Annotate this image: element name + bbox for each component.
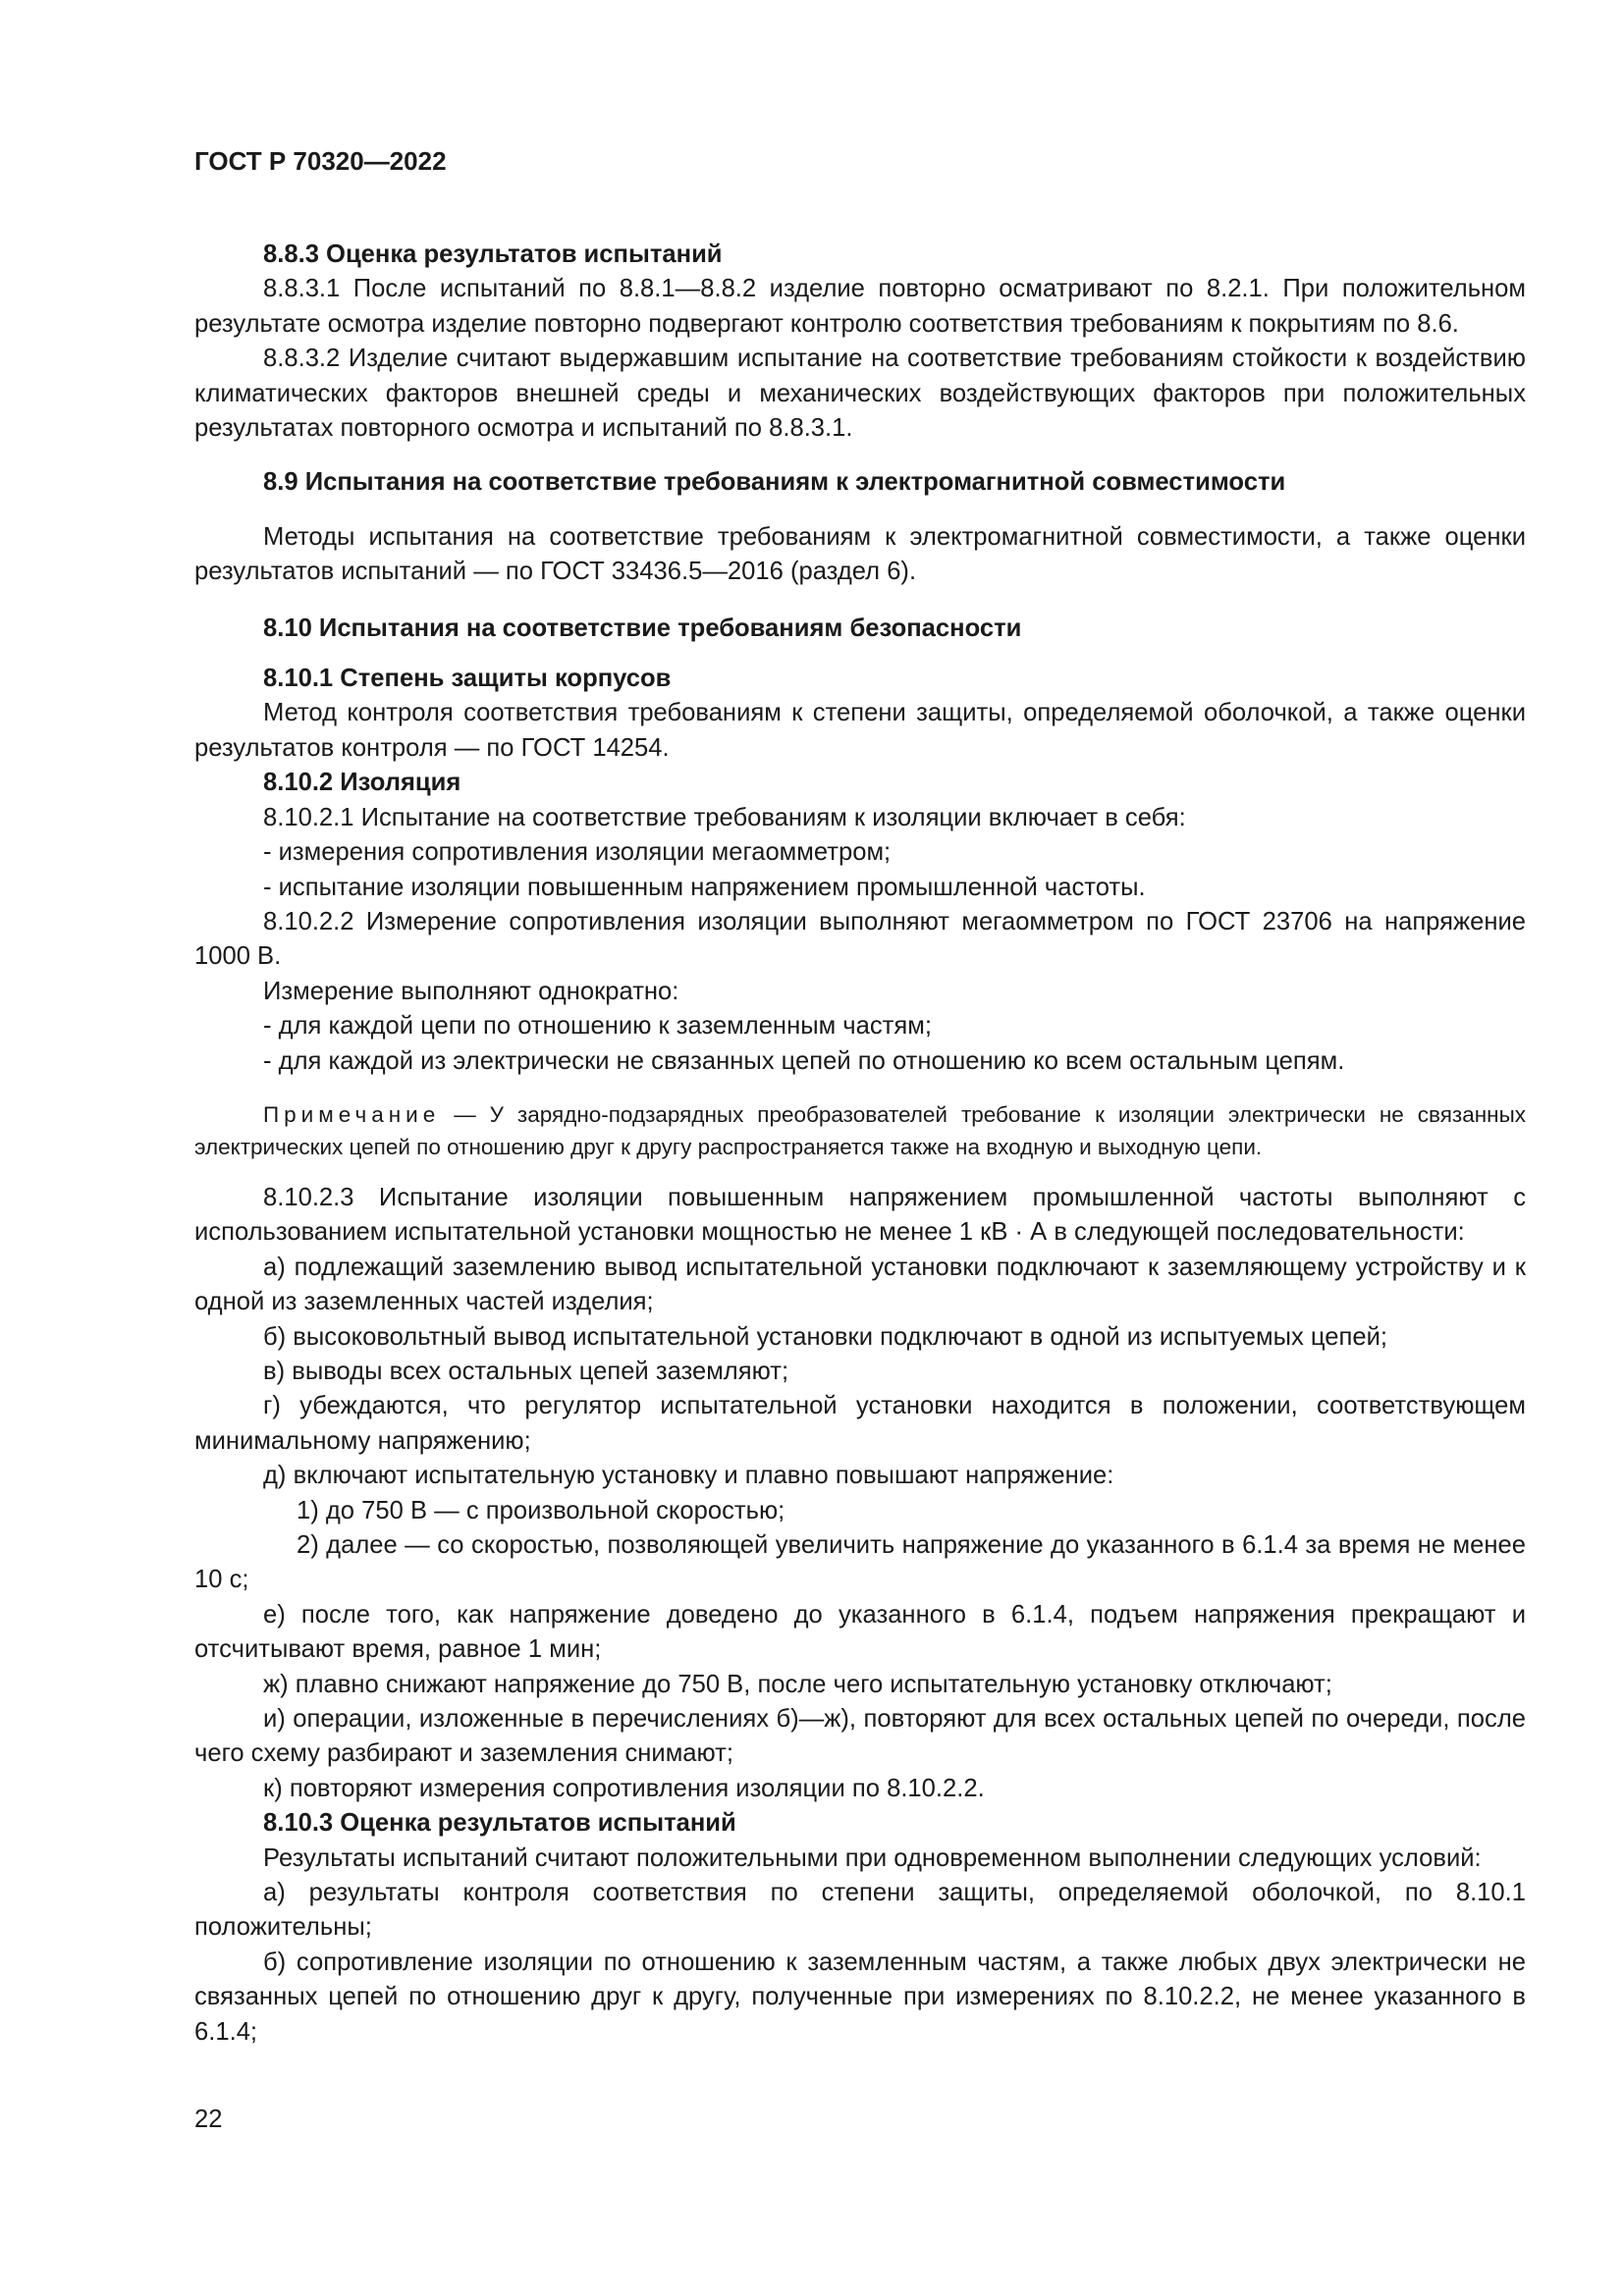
note bbox=[194, 1098, 1526, 1163]
paragraph-8-10-2-2: 8.10.2.2 Измерение сопротивления изоляции выполняют мегаомметром по ГОСТ 23706 на напряжение 1000 В. bbox=[194, 907, 1526, 971]
paragraph-8-8-3-1: 8.8.3.1 После испытаний по 8.8.1—8.8.2 изделие повторно осматривают по 8.2.1. При положительном результате осмотра изделие повторно подвергают контролю соответствия требованиям к покрытиям по 8.6. bbox=[194, 275, 1526, 338]
step-e: е) после того, как напряжение доведено до указанного в 6.1.4, подъем напряжения прекращают и отсчитывают время, равное 1 мин; bbox=[194, 1600, 1526, 1664]
list-item-insulation-voltage: - испытание изоляции повышенным напряжением промышленной частоты. bbox=[263, 873, 1146, 901]
step-d-1: 1) до 750 В — с произвольной скоростью; bbox=[297, 1496, 785, 1524]
step-b: б) высоковольтный вывод испытательной установки подключают в одной из испытуемых цепей; bbox=[263, 1322, 1387, 1351]
note-label: Примечание bbox=[263, 1101, 441, 1127]
heading-8-9: 8.9 Испытания на соответствие требованиям к электромагнитной совместимости bbox=[263, 468, 1286, 497]
heading-8-10-3: 8.10.3 Оценка результатов испытаний bbox=[263, 1809, 736, 1838]
paragraph-8-10-2-3: 8.10.2.3 Испытание изоляции повышенным напряжением промышленной частоты выполняют с использованием испытательной установки мощностью не менее 1 кВ · А в следующей последовательности: bbox=[194, 1183, 1526, 1247]
paragraph-8-9: Методы испытания на соответствие требованиям к электромагнитной совместимости, а также оценки результатов испытаний — по ГОСТ 33436.5—2016 (раздел 6). bbox=[194, 522, 1526, 586]
paragraph-8-10-3: Результаты испытаний считают положительными при одновременном выполнении следующих условий: bbox=[263, 1843, 1482, 1872]
document-body bbox=[194, 238, 1526, 2050]
step-d-2: 2) далее — со скоростью, позволяющей увеличить напряжение до указанного в 6.1.4 за время не менее 10 с; bbox=[194, 1531, 1526, 1594]
step-zh: ж) плавно снижают напряжение до 750 В, после чего испытательную установку отключают; bbox=[263, 1670, 1332, 1698]
page-number: 22 bbox=[194, 2106, 223, 2133]
step-v: в) выводы всех остальных цепей заземляют; bbox=[263, 1357, 789, 1385]
list-item-each-circuit: - для каждой цепи по отношению к заземленным частям; bbox=[263, 1012, 932, 1041]
heading-8-8-3: 8.8.3 Оценка результатов испытаний bbox=[263, 240, 723, 268]
heading-8-10-2: 8.10.2 Изоляция bbox=[263, 769, 461, 797]
step-k: к) повторяют измерения сопротивления изоляции по 8.10.2.2. bbox=[263, 1774, 985, 1802]
paragraph-measure-once: Измерение выполняют однократно: bbox=[263, 977, 679, 1005]
paragraph-8-8-3-2: 8.8.3.2 Изделие считают выдержавшим испытание на соответствие требованиям стойкости к воздействию климатических факторов внешней среды и механических воздействующих факторов при положительных результатах повторного осмотра и испытаний по 8.8.3.1. bbox=[194, 345, 1526, 443]
step-i: и) операции, изложенные в перечислениях б)—ж), повторяют для всех остальных цепей по очереди, после чего схему разбирают и заземления снимают; bbox=[194, 1705, 1526, 1768]
condition-a: а) результаты контроля соответствия по степени защиты, определяемой оболочкой, по 8.10.1 положительны; bbox=[194, 1879, 1526, 1942]
heading-8-10-1: 8.10.1 Степень защиты корпусов bbox=[263, 665, 672, 693]
document-code-header: ГОСТ Р 70320—2022 bbox=[194, 146, 447, 176]
paragraph-8-10-2-1: 8.10.2.1 Испытание на соответствие требованиям к изоляции включает в себя: bbox=[263, 803, 1186, 831]
list-item-each-unconnected-circuit: - для каждой из электрически не связанных цепей по отношению ко всем остальным цепям. bbox=[263, 1046, 1345, 1075]
condition-b: б) сопротивление изоляции по отношению к заземленным частям, а также любых двух электрически не связанных цепей по отношению друг к другу, полученные при измерениях по 8.10.2.2, не менее указанного в 6.1.4; bbox=[194, 1948, 1526, 2046]
step-d: д) включают испытательную установку и плавно повышают напряжение: bbox=[263, 1462, 1114, 1490]
step-a: а) подлежащий заземлению вывод испытательной установки подключают к заземляющему устройству и к одной из заземленных частей изделия; bbox=[194, 1253, 1526, 1316]
heading-8-10: 8.10 Испытания на соответствие требованиям безопасности bbox=[263, 614, 1022, 642]
list-item-insulation-measure: - измерения сопротивления изоляции мегаомметром; bbox=[263, 838, 892, 867]
document-page bbox=[194, 145, 1526, 2050]
paragraph-8-10-1: Метод контроля соответствия требованиям к степени защиты, определяемой оболочкой, а также оценки результатов контроля — по ГОСТ 14254. bbox=[194, 699, 1526, 762]
note-text: — У зарядно-подзарядных преобразователей требование к изоляции электрически не связанных электрических цепей по отношению друг к другу распространяется также на входную и выходную цепи. bbox=[194, 1101, 1526, 1159]
step-g: г) убеждаются, что регулятор испытательной установки находится в положении, соответствующем минимальному напряжению; bbox=[194, 1392, 1526, 1455]
